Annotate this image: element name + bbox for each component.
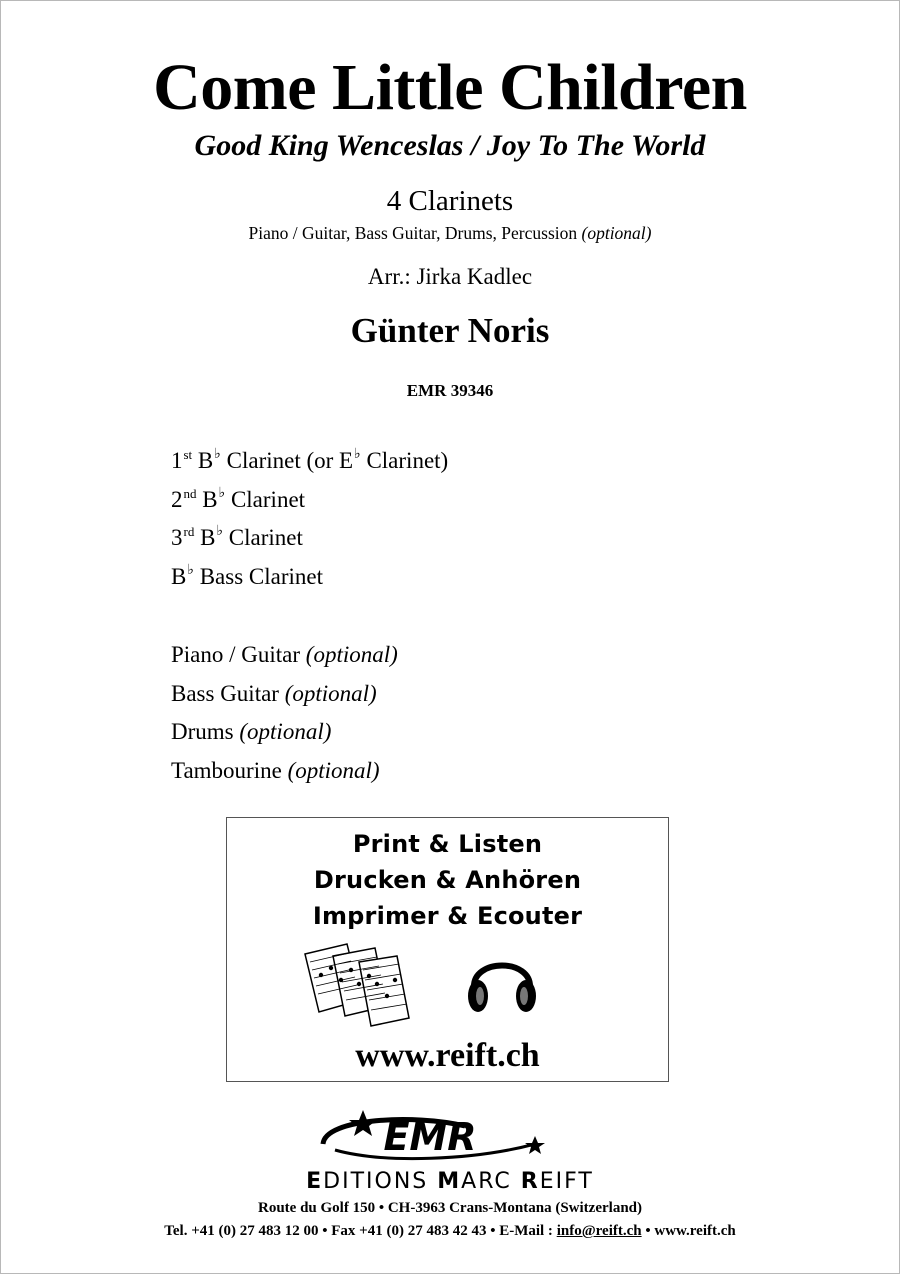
score-subtitle: Good King Wenceslas / Joy To The World — [194, 129, 706, 162]
arranger: Arr.: Jirka Kadlec — [367, 264, 533, 289]
part-row: 1st B♭ Clarinet (or E♭ Clarinet) — [171, 447, 449, 473]
publisher-name: EDITIONS MARC REIFT — [306, 1169, 594, 1194]
flat-symbol: ♭ — [187, 562, 194, 578]
score-title: Come Little Children — [153, 51, 747, 124]
instrumentation: 4 Clarinets — [386, 185, 514, 217]
catalog-number: EMR 39346 — [406, 381, 494, 400]
promo-text — [227, 826, 668, 934]
flat-symbol: ♭ — [218, 485, 226, 501]
part-row: 3rd B♭ Clarinet — [171, 524, 303, 550]
parts-list — [171, 442, 448, 790]
promo-line: Print & Listen — [352, 830, 543, 858]
headphones-icon — [462, 942, 542, 1022]
optional-part-row: Bass Guitar (optional) — [171, 680, 377, 706]
flat-symbol: ♭ — [214, 447, 221, 462]
promo-line: Drucken & Anhören — [313, 866, 582, 894]
optional-part-row: Drums (optional) — [171, 719, 332, 744]
accompaniment-line — [0, 222, 900, 244]
part-row: 2nd B♭ Clarinet — [171, 485, 306, 512]
sheet-music-icon — [297, 940, 417, 1030]
email-link[interactable]: info@reift.ch — [556, 1223, 642, 1239]
optional-part-row: Tambourine (optional) — [171, 757, 380, 783]
publisher-address: Route du Golf 150 • CH-3963 Crans-Montana (Switzerland) — [258, 1200, 642, 1216]
publisher-contact: Tel. +41 (0) 27 483 12 00 • Fax +41 (0) 27 483 42 43 • E-Mail : info@reift.ch • www.reift.ch — [164, 1223, 736, 1239]
composer: Günter Noris — [350, 311, 550, 350]
svg-text:EMR: EMR — [383, 1115, 477, 1159]
flat-symbol: ♭ — [354, 447, 361, 462]
print-listen-box — [226, 817, 669, 1082]
emr-logo — [305, 1106, 555, 1168]
accompaniment-optional: (optional) — [581, 223, 652, 243]
accompaniment-instruments: Piano / Guitar, Bass Guitar, Drums, Percussion — [248, 223, 578, 243]
promo-url: www.reift.ch — [355, 1037, 540, 1074]
flat-symbol: ♭ — [216, 524, 224, 539]
part-row: B♭ Bass Clarinet — [171, 562, 323, 589]
optional-part-row: Piano / Guitar (optional) — [171, 642, 398, 667]
promo-line: Imprimer & Ecouter — [312, 902, 583, 930]
